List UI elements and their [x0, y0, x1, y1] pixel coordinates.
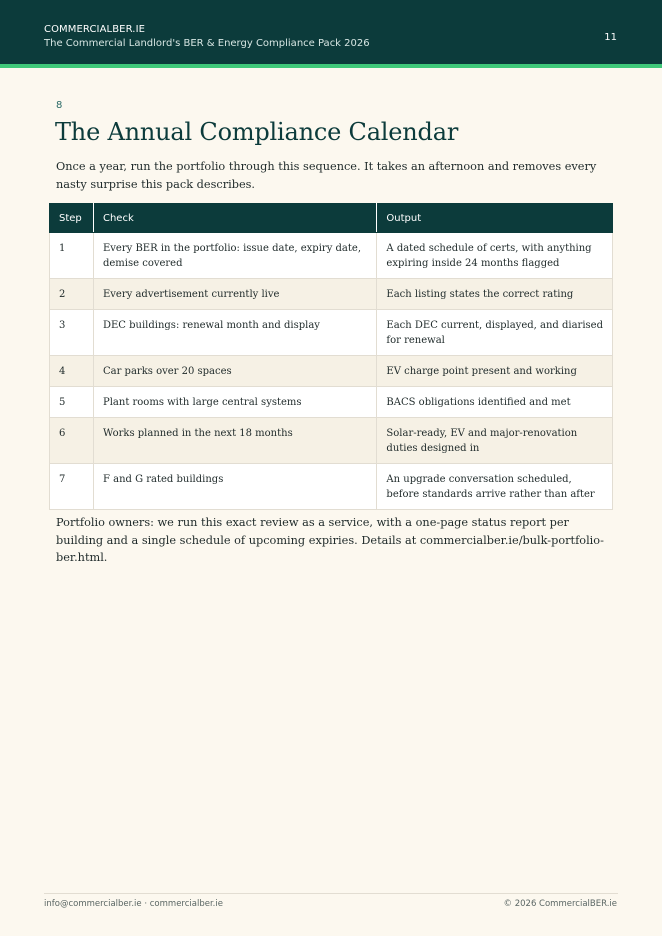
footer-copyright: © 2026 CommercialBER.ie: [503, 899, 617, 909]
page-header: [0, 0, 662, 64]
header-step: Step: [50, 204, 94, 233]
footer-divider: [44, 893, 618, 894]
check-cell: Car parks over 20 spaces: [93, 356, 376, 387]
check-cell: Works planned in the next 18 months: [93, 418, 376, 464]
step-cell: 7: [50, 464, 94, 510]
output-cell: Each DEC current, displayed, and diarised for renewal: [377, 310, 613, 356]
footer-contact: info@commercialber.ie · commercialber.ie: [44, 899, 223, 909]
section-intro: Once a year, run the portfolio through this sequence. It takes an afternoon and removes every nasty surprise this pack describes.: [56, 160, 597, 191]
header-accent-bar: [0, 64, 662, 68]
check-cell: Every advertisement currently live: [93, 279, 376, 310]
check-cell: F and G rated buildings: [93, 464, 376, 510]
output-cell: Solar-ready, EV and major-renovation duties designed in: [377, 418, 613, 464]
table-row: [50, 310, 613, 356]
table-row: [50, 233, 613, 279]
section-number: 8: [56, 100, 63, 111]
check-cell: Plant rooms with large central systems: [93, 387, 376, 418]
table-row: [50, 418, 613, 464]
compliance-calendar-table: [49, 203, 613, 510]
output-cell: Each listing states the correct rating: [377, 279, 613, 310]
table-row: [50, 356, 613, 387]
table-row: [50, 279, 613, 310]
output-cell: BACS obligations identified and met: [377, 387, 613, 418]
step-cell: 3: [50, 310, 94, 356]
output-cell: EV charge point present and working: [377, 356, 613, 387]
table-row: [50, 387, 613, 418]
header-check: Check: [93, 204, 376, 233]
table-row: [50, 464, 613, 510]
section-title: The Annual Compliance Calendar: [55, 118, 459, 146]
step-cell: 1: [50, 233, 94, 279]
output-cell: A dated schedule of certs, with anything expiring inside 24 months flagged: [377, 233, 613, 279]
table-header-row: [50, 204, 613, 233]
document-title: The Commercial Landlord's BER & Energy Compliance Pack 2026: [44, 38, 370, 49]
step-cell: 6: [50, 418, 94, 464]
closing-paragraph: Portfolio owners: we run this exact review as a service, with a one-page status report per building and a single schedule of upcoming expiries. Details at commercialber.ie/bulk-portfolio-ber.html.: [56, 516, 604, 564]
step-cell: 2: [50, 279, 94, 310]
page-number: 11: [604, 32, 617, 43]
output-cell: An upgrade conversation scheduled, before standards arrive rather than after: [377, 464, 613, 510]
step-cell: 4: [50, 356, 94, 387]
check-cell: DEC buildings: renewal month and display: [93, 310, 376, 356]
check-cell: Every BER in the portfolio: issue date, expiry date, demise covered: [93, 233, 376, 279]
brand-name: COMMERCIALBER.IE: [44, 24, 146, 35]
header-output: Output: [377, 204, 613, 233]
step-cell: 5: [50, 387, 94, 418]
